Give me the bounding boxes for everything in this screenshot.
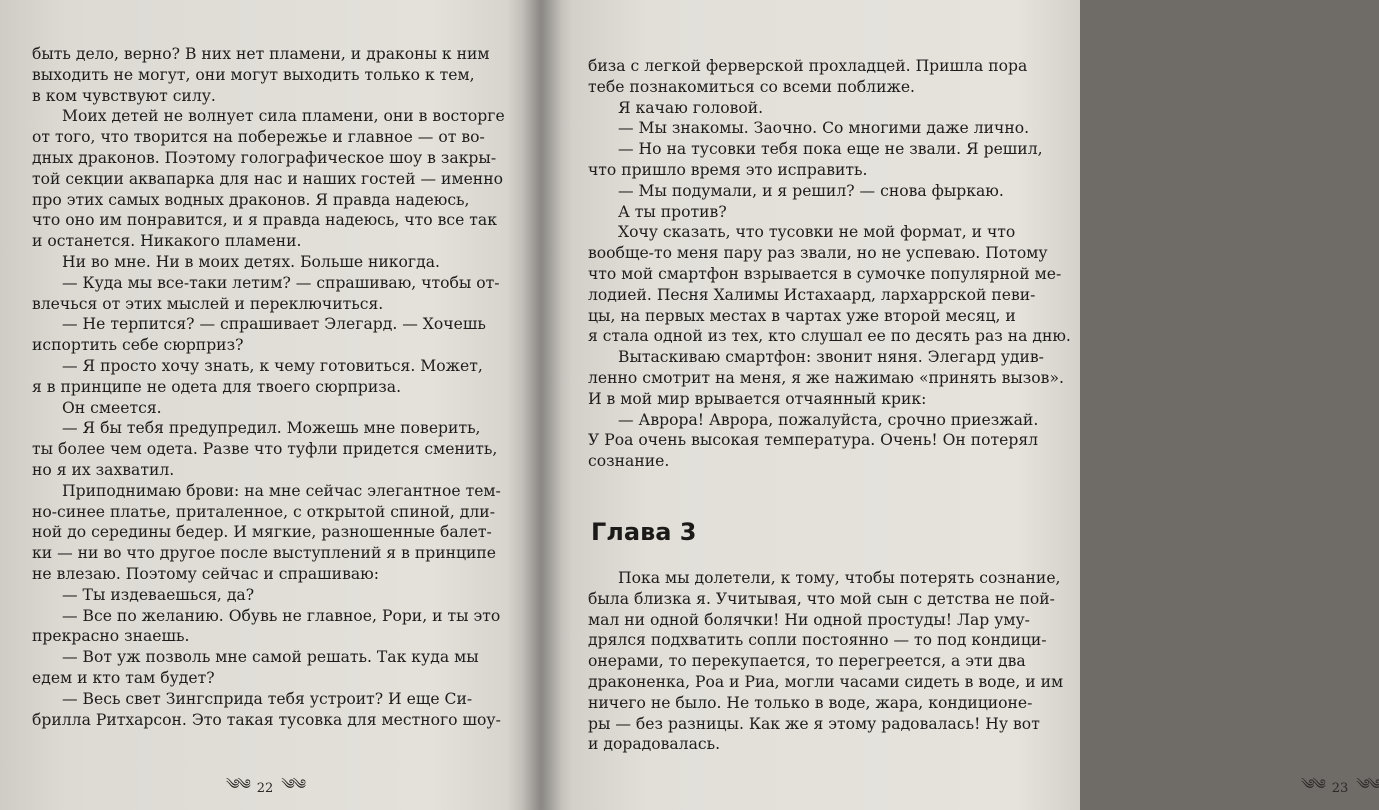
text-line: — Весь свет Зингсприда тебя устроит? И еще Си- xyxy=(62,689,473,708)
text-line: что мой смартфон взрывается в сумочке популярной ме- xyxy=(588,264,1062,283)
left-page-folio xyxy=(226,768,304,808)
text-line: ры — без разницы. Как же я этому радовалась! Ну вот xyxy=(588,714,1040,733)
ornament-swirl-icon: ༄༄ xyxy=(1301,777,1324,793)
chapter-heading: Глава 3 xyxy=(591,518,697,546)
text-line: — Я просто хочу знать, к чему готовиться. Может, xyxy=(62,356,483,375)
text-line: быть дело, верно? В них нет пламени, и драконы к ним xyxy=(32,45,490,63)
text-line: ной до середины бедер. И мягкие, разношенные балет- xyxy=(32,523,492,542)
page-number-left: 22 xyxy=(256,780,274,796)
text-line: была близка я. Учитывая, что мой сын с детства не пой- xyxy=(588,589,1055,608)
text-line: — Все по желанию. Обувь не главное, Рори, и ты это xyxy=(62,606,501,625)
text-line: тебе познакомиться со всеми поближе. xyxy=(588,77,916,96)
text-line: дных драконов. Поэтому голографическое шоу в закры- xyxy=(32,148,497,167)
text-line: Приподнимаю брови: на мне сейчас элегантное тем- xyxy=(62,481,501,500)
text-line: что оно им понравится, и я правда надеюсь, что все так xyxy=(32,211,497,230)
right-page-text-bottom xyxy=(588,568,1064,755)
text-line: Он смеется. xyxy=(62,398,162,417)
text-line: — Куда мы все-таки летим? — спрашиваю, чтобы от- xyxy=(62,273,500,292)
left-page xyxy=(0,0,541,810)
text-line: и останется. Никакого пламени. xyxy=(32,232,302,251)
text-line: но-синее платье, приталенное, с открытой спиной, дли- xyxy=(32,502,495,521)
text-line: Хочу сказать, что тусовки не мой формат, и что xyxy=(618,223,1016,242)
text-line: сознание. xyxy=(588,452,670,471)
text-line: ки — ни во что другое после выступлений я в принципе xyxy=(32,544,497,563)
text-line: биза с легкой ферверской прохладцей. Пришла пора xyxy=(588,57,1028,75)
text-line: и дорадовалась. xyxy=(588,735,721,754)
text-line: про этих самых водных драконов. Я правда надеюсь, xyxy=(32,190,470,209)
text-line: драконенка, Роа и Риа, могли часами сидеть в воде, и им xyxy=(588,672,1064,691)
text-line: лодией. Песня Халимы Истахаард, лархаррской певи- xyxy=(588,285,1036,304)
text-line: онерами, то перекупается, то перегреется, а эти два xyxy=(588,652,1026,671)
text-line: от того, что творится на побережье и главное — от во- xyxy=(32,128,485,147)
ornament-swirl-icon: ༄༄ xyxy=(226,777,249,793)
text-line: влечься от этих мыслей и переключиться. xyxy=(32,294,384,313)
text-line: дрялся подхватить сопли постоянно — то под кондици- xyxy=(588,631,1047,650)
text-line: Ни во мне. Ни в моих детях. Больше никогда. xyxy=(62,252,440,271)
text-line: — Вот уж позволь мне самой решать. Так куда мы xyxy=(62,648,479,667)
text-line: мал ни одной болячки! Ни одной простуды! Лар уму- xyxy=(588,610,1030,629)
text-line: — Я бы тебя предупредил. Можешь мне поверить, xyxy=(62,419,481,438)
text-line: Я качаю головой. xyxy=(618,98,764,117)
text-line: Пока мы долетели, к тому, чтобы потерять сознание, xyxy=(618,569,1061,587)
text-line: в ком чувствуют силу. xyxy=(32,86,216,105)
left-page-text xyxy=(32,44,505,730)
text-line: — Мы знакомы. Заочно. Со многими даже лично. xyxy=(618,119,1030,138)
text-line: не влезаю. Поэтому сейчас и спрашиваю: xyxy=(32,564,379,583)
text-line: цы, на первых местах в чартах уже второй месяц, и xyxy=(588,306,1016,325)
text-line: Вытаскиваю смартфон: звонит няня. Элегард удив- xyxy=(618,348,1044,367)
text-line: — Ты издеваешься, да? xyxy=(62,585,255,604)
text-line: У Роа очень высокая температура. Очень! Он потерял xyxy=(588,431,1039,450)
text-line: я в принципе не одета для твоего сюрприза. xyxy=(32,377,402,396)
text-line: той секции аквапарка для нас и наших гостей — именно xyxy=(32,169,503,188)
page-number-right: 23 xyxy=(1331,780,1349,796)
text-line: я стала одной из тех, кто слушал ее по десять раз на дню. xyxy=(588,327,1071,346)
text-line: ты более чем одета. Разве что туфли придется сменить, xyxy=(32,440,498,459)
text-line: едем и кто там будет? xyxy=(32,668,215,687)
text-line: Моих детей не волнует сила пламени, они в восторге xyxy=(62,107,505,126)
text-line: но я их захватил. xyxy=(32,460,175,479)
text-line: что пришло время это исправить. xyxy=(588,160,868,179)
text-line: — Но на тусовки тебя пока еще не звали. Я решил, xyxy=(618,140,1043,159)
text-line: А ты против? xyxy=(618,202,727,221)
text-line: ничего не было. Не только в воде, жара, кондиционе- xyxy=(588,693,1033,712)
ornament-swirl-icon: ༄༄ xyxy=(1356,777,1379,793)
text-line: — Аврора! Аврора, пожалуйста, срочно приезжай. xyxy=(618,410,1039,429)
text-line: И в мой мир врывается отчаянный крик: xyxy=(588,389,927,408)
ornament-swirl-icon: ༄༄ xyxy=(281,777,305,793)
text-line: выходить не могут, они могут выходить только к тем, xyxy=(32,65,475,84)
text-line: вообще-то меня пару раз звали, но не успеваю. Потому xyxy=(588,244,1048,263)
text-line: ленно смотрит на меня, я же нажимаю «принять вызов». xyxy=(588,368,1064,387)
right-page-text-top xyxy=(588,56,1071,472)
text-line: брилла Ритхарсон. Это такая тусовка для местного шоу- xyxy=(32,710,501,729)
text-line: — Не терпится? — спрашивает Элегард. — Хочешь xyxy=(62,315,486,334)
text-line: прекрасно знаешь. xyxy=(32,627,190,646)
text-line: испортить себе сюрприз? xyxy=(32,336,244,355)
right-page-folio xyxy=(1301,768,1379,808)
text-line: — Мы подумали, и я решил? — снова фыркаю. xyxy=(618,181,1004,200)
